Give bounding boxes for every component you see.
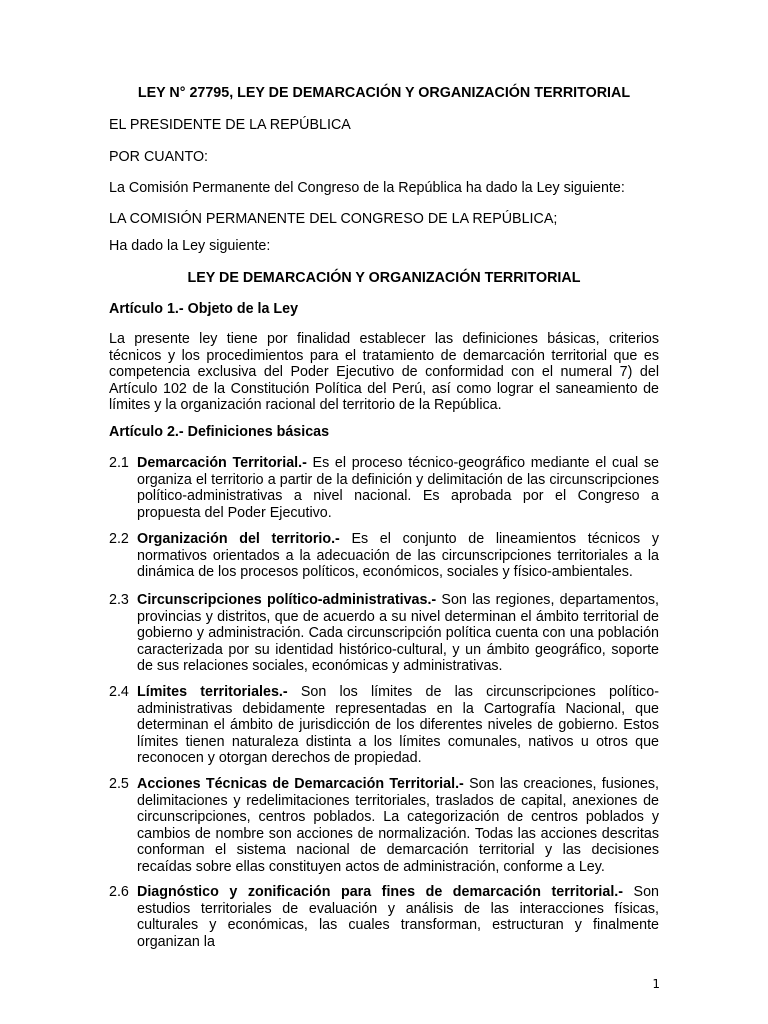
item-body <box>137 884 659 950</box>
item-body <box>137 684 659 767</box>
article-2-title: Artículo 2.- Definiciones básicas <box>109 424 330 440</box>
item-number: 2.2 <box>109 531 129 547</box>
item-term: Demarcación Territorial.- <box>137 455 307 471</box>
definition-item <box>109 884 659 950</box>
item-body <box>137 531 659 581</box>
article-1-title: Artículo 1.- Objeto de la Ley <box>109 301 299 317</box>
definition-item <box>109 531 659 581</box>
page-number: 1 <box>652 977 660 991</box>
item-number: 2.6 <box>109 884 129 900</box>
item-text: Es el conjunto de lineamientos técnicos y normativos orientados a la adecuación de las circunscripciones territoriales a la dinámica de los procesos políticos, económicos, sociales y físico-ambientales. <box>137 531 659 581</box>
item-term: Diagnóstico y zonificación para fines de demarcación territorial.- <box>137 884 624 900</box>
item-body <box>137 776 659 876</box>
definition-item <box>109 776 659 876</box>
item-text: Son estudios territoriales de evaluación y análisis de las interacciones físicas, culturales y económicas, las cuales transforman, estructuran y finalmente organizan la <box>137 884 659 950</box>
item-number: 2.3 <box>109 592 129 608</box>
item-number: 2.4 <box>109 684 129 700</box>
president-line: EL PRESIDENTE DE LA REPÚBLICA <box>109 117 351 133</box>
definition-item <box>109 455 659 521</box>
item-text: Son los límites de las circunscripciones político-administrativas debidamente representadas en la Cartografía Nacional, que determinan el ámbito de jurisdicción de los diferentes niveles de gobierno. Estos límites tienen naturaleza distinta a los límites comunales, nativos u otros que reconocen y otorgan derechos de propiedad. <box>137 684 659 767</box>
commission-given-line: La Comisión Permanente del Congreso de la República ha dado la Ley siguiente: <box>109 180 625 196</box>
commission-caps-line: LA COMISIÓN PERMANENTE DEL CONGRESO DE LA REPÚBLICA; <box>109 211 558 227</box>
article-1-text: La presente ley tiene por finalidad establecer las definiciones básicas, criterios técnicos y los procedimientos para el tratamiento de demarcación territorial que es competencia exclusiva del Poder Ejecutivo de conformidad con el numeral 7) del Artículo 102 de la Constitución Política del Perú, así como lograr el saneamiento de límites y la organización racional del territorio de la República. <box>109 331 659 414</box>
item-text: Son las creaciones, fusiones, delimitaciones y redelimitaciones territoriales, traslados de capital, anexiones de circunscripciones, centros poblados. La categorización de centros poblados y cambios de nombre son acciones de normalización. Todas las acciones descritas conforman el sistema nacional de demarcación territorial y las decisiones recaídas sobre ellas constituyen actos de administración, conforme a Ley. <box>137 776 660 875</box>
definition-item <box>109 684 659 767</box>
item-term: Organización del territorio.- <box>137 531 340 547</box>
law-title: LEY N° 27795, LEY DE DEMARCACIÓN Y ORGANIZACIÓN TERRITORIAL <box>137 85 631 101</box>
ha-dado-line: Ha dado la Ley siguiente: <box>109 238 271 254</box>
por-cuanto-line: POR CUANTO: <box>109 149 209 165</box>
item-number: 2.5 <box>109 776 129 792</box>
item-term: Acciones Técnicas de Demarcación Territorial.- <box>137 776 464 792</box>
law-subtitle: LEY DE DEMARCACIÓN Y ORGANIZACIÓN TERRITORIAL <box>187 270 581 286</box>
definition-item <box>109 592 659 675</box>
item-text: Son las regiones, departamentos, provincias y distritos, que de acuerdo a su nivel determinan el ámbito territorial de gobierno y administración. Cada circunscripción política cuenta con una población caracterizada por su identidad histórico-cultural, y un ámbito geográfico, soporte de sus relaciones sociales, económicas y administrativas. <box>137 592 659 675</box>
item-term: Circunscripciones político-administrativas.- <box>137 592 437 608</box>
item-body <box>137 455 659 521</box>
item-body <box>137 592 659 675</box>
item-text: Es el proceso técnico-geográfico mediante el cual se organiza el territorio a partir de la definición y delimitación de las circunscripciones político-administrativas a nivel nacional. Es aprobada por el Congreso a propuesta del Poder Ejecutivo. <box>137 455 659 521</box>
item-number: 2.1 <box>109 455 129 471</box>
item-term: Límites territoriales.- <box>137 684 288 700</box>
